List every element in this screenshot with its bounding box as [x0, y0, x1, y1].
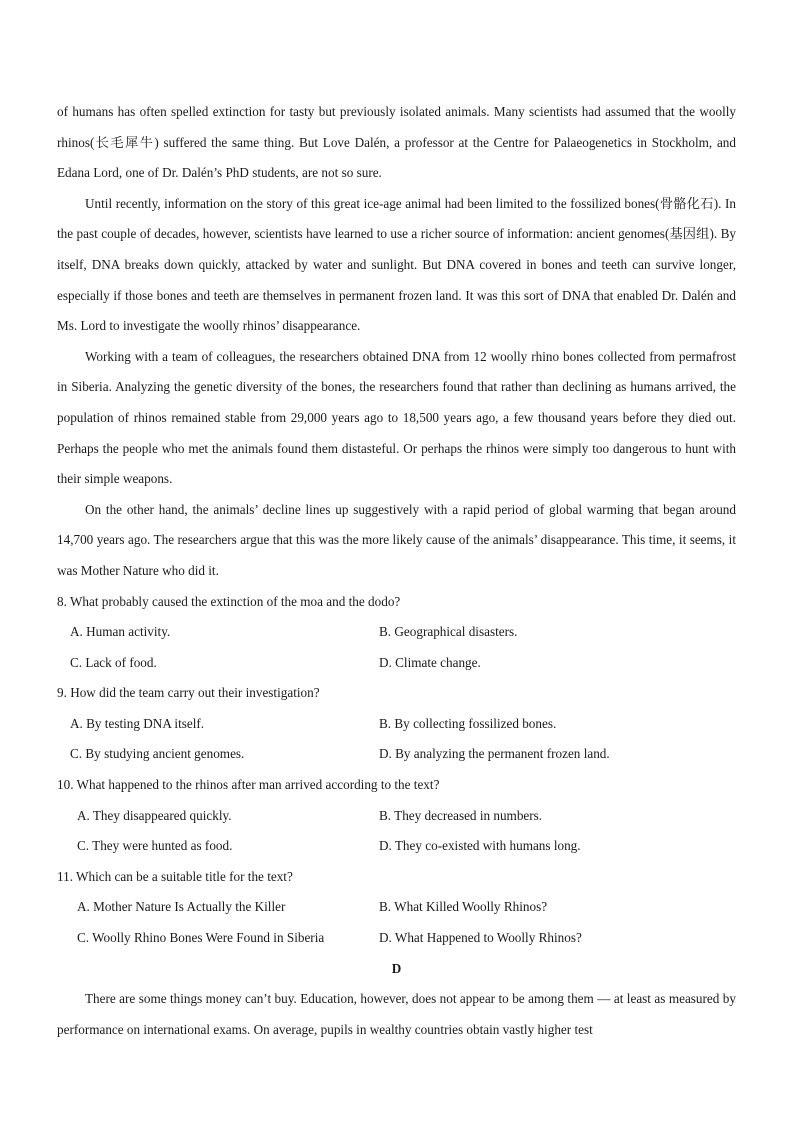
passage-c-paragraph-3: Working with a team of colleagues, the researchers obtained DNA from 12 woolly rhino bones collected from permafrost in Siberia. Analyzing the genetic diversity of the bones, the researchers found that rather than declining as humans arrived, the population of rhinos remained stable from 29,000 years ago to 18,500 years ago, a few thousand years before they died out. Perhaps the people who met the animals found them distasteful. Or perhaps the rhinos were simply too dangerous to hunt with their simple weapons.	[57, 348, 736, 487]
option-b: B. Geographical disasters.	[379, 624, 518, 640]
question-stem: 11. Which can be a suitable title for the text?	[57, 868, 293, 884]
option-b: B. By collecting fossilized bones.	[379, 715, 557, 731]
passage-c-paragraph-4: On the other hand, the animals’ decline lines up suggestively with a rapid period of global warming that began around 14,700 years ago. The researchers argue that this was the more likely cause of the animals’ disappearance. This time, it seems, it was Mother Nature who did it.	[57, 501, 736, 578]
question-8	[57, 587, 736, 679]
option-c: C. Woolly Rhino Bones Were Found in Siberia	[77, 930, 325, 946]
option-c: C. By studying ancient genomes.	[70, 746, 245, 762]
question-options	[57, 709, 736, 770]
page-content	[57, 97, 736, 1045]
option-b: B. They decreased in numbers.	[379, 807, 543, 823]
option-d: D. By analyzing the permanent frozen land.	[379, 746, 610, 762]
passage-d-heading: D	[391, 960, 402, 976]
option-c: C. Lack of food.	[70, 654, 157, 670]
option-d: D. Climate change.	[379, 654, 481, 670]
question-stem: 10. What happened to the rhinos after man arrived according to the text?	[57, 777, 440, 793]
question-10	[57, 770, 736, 862]
option-c: C. They were hunted as food.	[77, 838, 233, 854]
question-11	[57, 862, 736, 954]
option-a: A. By testing DNA itself.	[70, 715, 205, 731]
question-options	[57, 617, 736, 678]
question-9	[57, 678, 736, 770]
option-d: D. What Happened to Woolly Rhinos?	[379, 930, 582, 946]
question-options	[57, 892, 736, 953]
question-options	[57, 801, 736, 862]
option-a: A. Human activity.	[70, 624, 171, 640]
option-a: A. They disappeared quickly.	[77, 807, 232, 823]
option-a: A. Mother Nature Is Actually the Killer	[77, 899, 286, 915]
option-b: B. What Killed Woolly Rhinos?	[379, 899, 548, 915]
passage-c-paragraph-2: Until recently, information on the story of this great ice-age animal had been limited to the fossilized bones(骨骼化石). In the past couple of decades, however, scientists have learned to use a richer source of information: ancient genomes(基因组). By itself, DNA breaks down quickly, attacked by water and sunlight. But DNA covered in bones and teeth can survive longer, especially if those bones and teeth are themselves in permanent frozen land. It was this sort of DNA that enabled Dr. Dalén and Ms. Lord to investigate the woolly rhinos’ disappearance.	[57, 195, 736, 334]
passage-c-paragraph-1: of humans has often spelled extinction for tasty but previously isolated animals. Many scientists had assumed that the woolly rhinos(长毛犀牛) suffered the same thing. But Love Dalén, a professor at the Centre for Palaeogenetics in Stockholm, and Edana Lord, one of Dr. Dalén’s PhD students, are not so sure.	[57, 104, 736, 181]
passage-d-paragraph: There are some things money can’t buy. Education, however, does not appear to be among them — at least as measured by performance on international exams. On average, pupils in wealthy countries obtain vastly higher test	[57, 991, 736, 1037]
option-d: D. They co-existed with humans long.	[379, 838, 581, 854]
question-stem: 8. What probably caused the extinction of the moa and the dodo?	[57, 593, 401, 609]
question-stem: 9. How did the team carry out their investigation?	[57, 685, 320, 701]
